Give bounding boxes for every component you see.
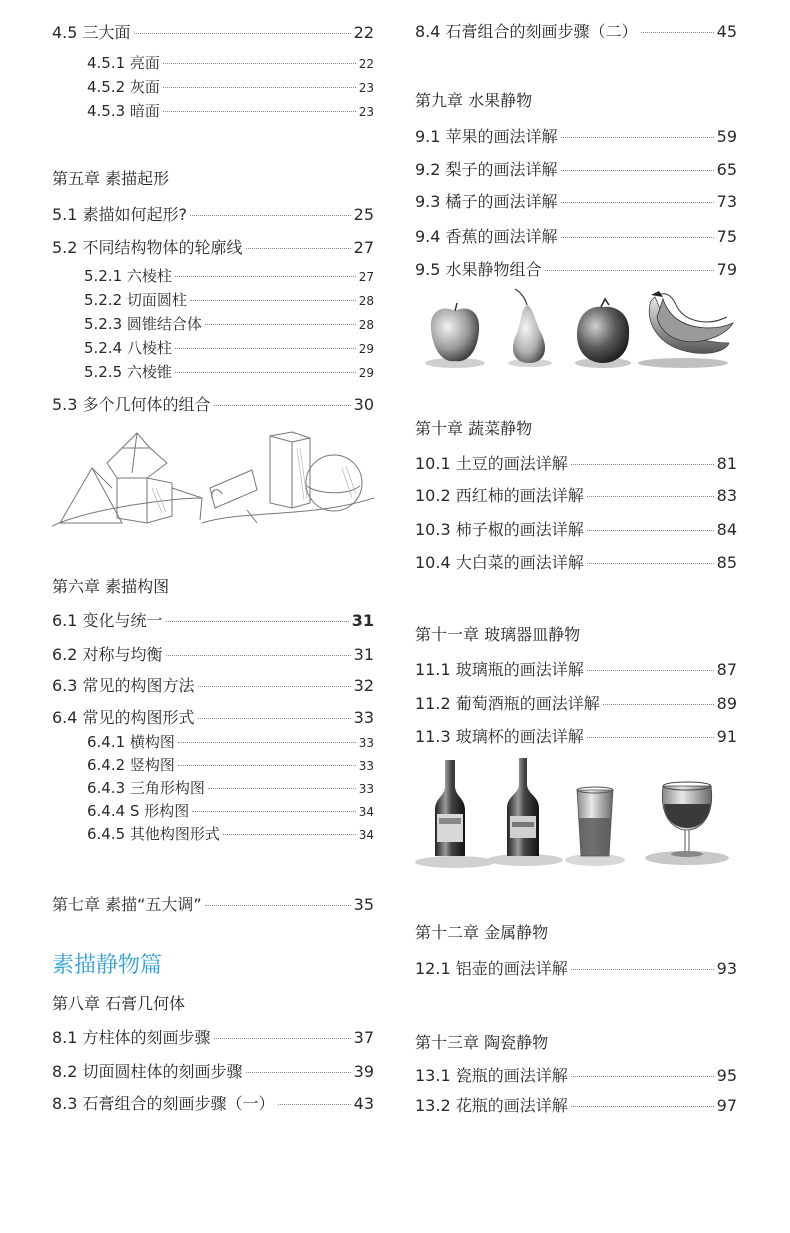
- toc-entry-page: 79: [716, 260, 737, 279]
- toc-entry-page: 31: [351, 611, 374, 630]
- toc-entry[interactable]: [415, 453, 737, 475]
- toc-entry-page: 28: [358, 294, 374, 308]
- leader-dots: [278, 1103, 351, 1105]
- toc-entry[interactable]: [415, 659, 737, 681]
- toc-entry-page: 37: [353, 1028, 374, 1047]
- leader-dots: [163, 86, 356, 88]
- leader-dots: [561, 136, 714, 138]
- leader-dots: [587, 736, 714, 738]
- leader-dots: [561, 236, 714, 238]
- toc-entry-title: 4.5.2 灰面: [87, 78, 160, 96]
- toc-entry-title: 5.2 不同结构物体的轮廓线: [52, 238, 243, 257]
- leader-dots: [587, 529, 714, 531]
- leader-dots: [571, 463, 714, 465]
- toc-entry[interactable]: [415, 519, 737, 541]
- toc-entry-page: 97: [716, 1096, 737, 1115]
- chapter-heading[interactable]: 第六章 素描构图: [52, 577, 170, 596]
- leader-dots: [175, 275, 356, 277]
- toc-entry-page: 81: [716, 454, 737, 473]
- toc-entry-title: 13.1 瓷瓶的画法详解: [415, 1066, 568, 1085]
- geometric-solids-sketch: [52, 428, 374, 528]
- toc-entry-title: 4.5.3 暗面: [87, 102, 160, 120]
- leader-dots: [223, 833, 356, 835]
- toc-subentry[interactable]: [87, 777, 374, 799]
- part-heading[interactable]: 素描静物篇: [52, 953, 163, 978]
- toc-entry-page: 29: [358, 342, 374, 356]
- toc-entry-title: 10.3 柿子椒的画法详解: [415, 520, 584, 539]
- toc-entry-page: 93: [716, 959, 737, 978]
- toc-entry-title: 10.2 西红柿的画法详解: [415, 486, 584, 505]
- toc-entry-title: 5.2.1 六棱柱: [84, 267, 172, 285]
- toc-entry-page: 39: [353, 1062, 374, 1081]
- leader-dots: [603, 703, 714, 705]
- leader-dots: [166, 620, 349, 622]
- toc-entry-title: 8.3 石膏组合的刻画步骤（一）: [52, 1094, 275, 1113]
- toc-entry[interactable]: [52, 204, 374, 226]
- toc-subentry[interactable]: [84, 313, 374, 335]
- toc-subentry[interactable]: [87, 52, 374, 74]
- toc-entry-title: 6.2 对称与均衡: [52, 645, 163, 664]
- fruit-still-life-sketch: [415, 287, 737, 369]
- toc-entry-page: 33: [358, 736, 374, 750]
- toc-entry[interactable]: [415, 958, 737, 980]
- toc-entry-page: 91: [716, 727, 737, 746]
- leader-dots: [587, 495, 714, 497]
- leader-dots: [561, 201, 714, 203]
- toc-entry[interactable]: [415, 259, 737, 281]
- toc-subentry[interactable]: [84, 289, 374, 311]
- chapter-heading[interactable]: 第十章 蔬菜静物: [415, 419, 533, 438]
- toc-entry-title: 4.5 三大面: [52, 23, 131, 42]
- toc-entry-page: 28: [358, 318, 374, 332]
- leader-dots: [571, 1075, 714, 1077]
- toc-entry-page: 30: [353, 395, 374, 414]
- chapter-heading[interactable]: 第十一章 玻璃器皿静物: [415, 625, 581, 644]
- toc-subentry[interactable]: [87, 823, 374, 845]
- leader-dots: [178, 741, 356, 743]
- toc-entry-page: 73: [716, 192, 737, 211]
- toc-entry-title: 9.2 梨子的画法详解: [415, 160, 558, 179]
- chapter-heading[interactable]: 第十三章 陶瓷静物: [415, 1033, 549, 1052]
- toc-entry-page: 65: [716, 160, 737, 179]
- toc-entry-page: 75: [716, 227, 737, 246]
- toc-entry[interactable]: [52, 675, 374, 697]
- toc-entry-title: 6.4.4 S 形构图: [87, 802, 190, 820]
- leader-dots: [587, 669, 714, 671]
- toc-entry-title: 8.2 切面圆柱体的刻画步骤: [52, 1062, 243, 1081]
- toc-entry-title: 5.2.3 圆锥结合体: [84, 315, 202, 333]
- leader-dots: [163, 110, 356, 112]
- toc-entry-page: 22: [358, 57, 374, 71]
- toc-entry-page: 23: [358, 105, 374, 119]
- toc-subentry[interactable]: [84, 361, 374, 383]
- toc-entry[interactable]: [52, 707, 374, 729]
- leader-dots: [163, 62, 356, 64]
- toc-entry-title: 6.1 变化与统一: [52, 611, 163, 630]
- toc-entry-title: 9.4 香蕉的画法详解: [415, 227, 558, 246]
- toc-entry-title: 10.1 土豆的画法详解: [415, 454, 568, 473]
- toc-entry[interactable]: [415, 726, 737, 748]
- leader-dots: [561, 169, 714, 171]
- toc-entry-page: 33: [358, 759, 374, 773]
- leader-dots: [571, 968, 714, 970]
- leader-dots: [246, 1071, 351, 1073]
- leader-dots: [198, 717, 351, 719]
- toc-entry[interactable]: [52, 1027, 374, 1049]
- leader-dots: [214, 404, 351, 406]
- leader-dots: [198, 685, 351, 687]
- toc-entry-title: 11.3 玻璃杯的画法详解: [415, 727, 584, 746]
- toc-entry-title: 9.1 苹果的画法详解: [415, 127, 558, 146]
- leader-dots: [214, 1037, 351, 1039]
- leader-dots: [134, 32, 351, 34]
- leader-dots: [190, 214, 351, 216]
- toc-entry-page: 85: [716, 553, 737, 572]
- toc-subentry[interactable]: [87, 800, 374, 822]
- toc-entry[interactable]: [52, 1061, 374, 1083]
- leader-dots: [192, 810, 355, 812]
- toc-entry[interactable]: [52, 394, 374, 416]
- leader-dots: [641, 31, 714, 33]
- toc-entry-title: 6.4 常见的构图形式: [52, 708, 195, 727]
- leader-dots: [175, 347, 356, 349]
- toc-entry-title: 6.3 常见的构图方法: [52, 676, 195, 695]
- toc-entry-page: 84: [716, 520, 737, 539]
- toc-entry[interactable]: [415, 226, 737, 248]
- toc-entry[interactable]: [415, 552, 737, 574]
- leader-dots: [571, 1105, 714, 1107]
- leader-dots: [545, 269, 714, 271]
- toc-entry-page: 95: [716, 1066, 737, 1085]
- toc-entry-title: 5.1 素描如何起形?: [52, 205, 188, 224]
- toc-entry[interactable]: [415, 126, 737, 148]
- toc-entry-title: 5.2.4 八棱柱: [84, 339, 172, 357]
- toc-entry-title: 9.3 橘子的画法详解: [415, 192, 558, 211]
- toc-entry[interactable]: [415, 191, 737, 213]
- toc-entry-title: 8.1 方柱体的刻画步骤: [52, 1028, 211, 1047]
- toc-entry-title: 8.4 石膏组合的刻画步骤（二）: [415, 22, 638, 41]
- toc-subentry[interactable]: [84, 265, 374, 287]
- toc-entry[interactable]: [415, 1065, 737, 1087]
- toc-entry-page: 87: [716, 660, 737, 679]
- chapter-heading[interactable]: 第十二章 金属静物: [415, 923, 549, 942]
- toc-entry[interactable]: [415, 159, 737, 181]
- leader-dots: [205, 904, 351, 906]
- toc-entry-title: 5.2.5 六棱锥: [84, 363, 172, 381]
- toc-entry-title: 12.1 铝壶的画法详解: [415, 959, 568, 978]
- toc-entry-title: 11.2 葡萄酒瓶的画法详解: [415, 694, 600, 713]
- toc-entry[interactable]: [415, 21, 737, 43]
- leader-dots: [208, 787, 356, 789]
- chapter-heading[interactable]: 第八章 石膏几何体: [52, 994, 186, 1013]
- toc-entry-page: 31: [353, 645, 374, 664]
- toc-entry-title: 10.4 大白菜的画法详解: [415, 553, 584, 572]
- chapter-heading[interactable]: 第九章 水果静物: [415, 91, 533, 110]
- toc-entry-title: 5.3 多个几何体的组合: [52, 395, 211, 414]
- toc-subentry[interactable]: [87, 76, 374, 98]
- toc-entry-page: 89: [716, 694, 737, 713]
- toc-entry-page: 23: [358, 81, 374, 95]
- toc-subentry[interactable]: [87, 100, 374, 122]
- leader-dots: [587, 562, 714, 564]
- toc-chapter-entry[interactable]: [52, 894, 374, 916]
- leader-dots: [205, 323, 356, 325]
- toc-entry[interactable]: [415, 693, 737, 715]
- leader-dots: [190, 299, 356, 301]
- toc-entry-page: 33: [358, 782, 374, 796]
- toc-entry[interactable]: [415, 1095, 737, 1117]
- toc-entry-title: 9.5 水果静物组合: [415, 260, 542, 279]
- toc-entry-page: 27: [353, 238, 374, 257]
- toc-entry-page: 59: [716, 127, 737, 146]
- toc-entry-page: 43: [353, 1094, 374, 1113]
- toc-entry-title: 5.2.2 切面圆柱: [84, 291, 187, 309]
- toc-entry-page: 35: [353, 895, 374, 914]
- toc-entry-page: 45: [716, 22, 737, 41]
- toc-entry-page: 25: [353, 205, 374, 224]
- toc-entry-page: 22: [353, 23, 374, 42]
- toc-entry-title: 11.1 玻璃瓶的画法详解: [415, 660, 584, 679]
- toc-entry[interactable]: [415, 485, 737, 507]
- toc-entry[interactable]: [52, 1093, 374, 1115]
- toc-entry[interactable]: [52, 644, 374, 666]
- toc-entry-title: 13.2 花瓶的画法详解: [415, 1096, 568, 1115]
- toc-entry-title: 6.4.3 三角形构图: [87, 779, 205, 797]
- toc-entry[interactable]: [52, 237, 374, 259]
- toc-entry[interactable]: [52, 610, 374, 632]
- toc-subentry[interactable]: [87, 754, 374, 776]
- leader-dots: [175, 371, 356, 373]
- toc-entry-page: 29: [358, 366, 374, 380]
- leader-dots: [178, 764, 356, 766]
- toc-subentry[interactable]: [87, 731, 374, 753]
- chapter-heading[interactable]: 第五章 素描起形: [52, 169, 170, 188]
- glassware-still-life-sketch: [415, 756, 737, 868]
- toc-entry-page: 33: [353, 708, 374, 727]
- leader-dots: [246, 247, 351, 249]
- toc-entry-title: 6.4.1 横构图: [87, 733, 175, 751]
- toc-entry[interactable]: [52, 22, 374, 44]
- toc-entry-title: 4.5.1 亮面: [87, 54, 160, 72]
- toc-entry-title: 第七章 素描“五大调”: [52, 895, 202, 914]
- toc-entry-page: 32: [353, 676, 374, 695]
- toc-subentry[interactable]: [84, 337, 374, 359]
- toc-entry-page: 83: [716, 486, 737, 505]
- toc-entry-page: 27: [358, 270, 374, 284]
- leader-dots: [166, 654, 351, 656]
- toc-entry-page: 34: [358, 805, 374, 819]
- toc-entry-title: 6.4.2 竖构图: [87, 756, 175, 774]
- toc-entry-title: 6.4.5 其他构图形式: [87, 825, 220, 843]
- toc-entry-page: 34: [358, 828, 374, 842]
